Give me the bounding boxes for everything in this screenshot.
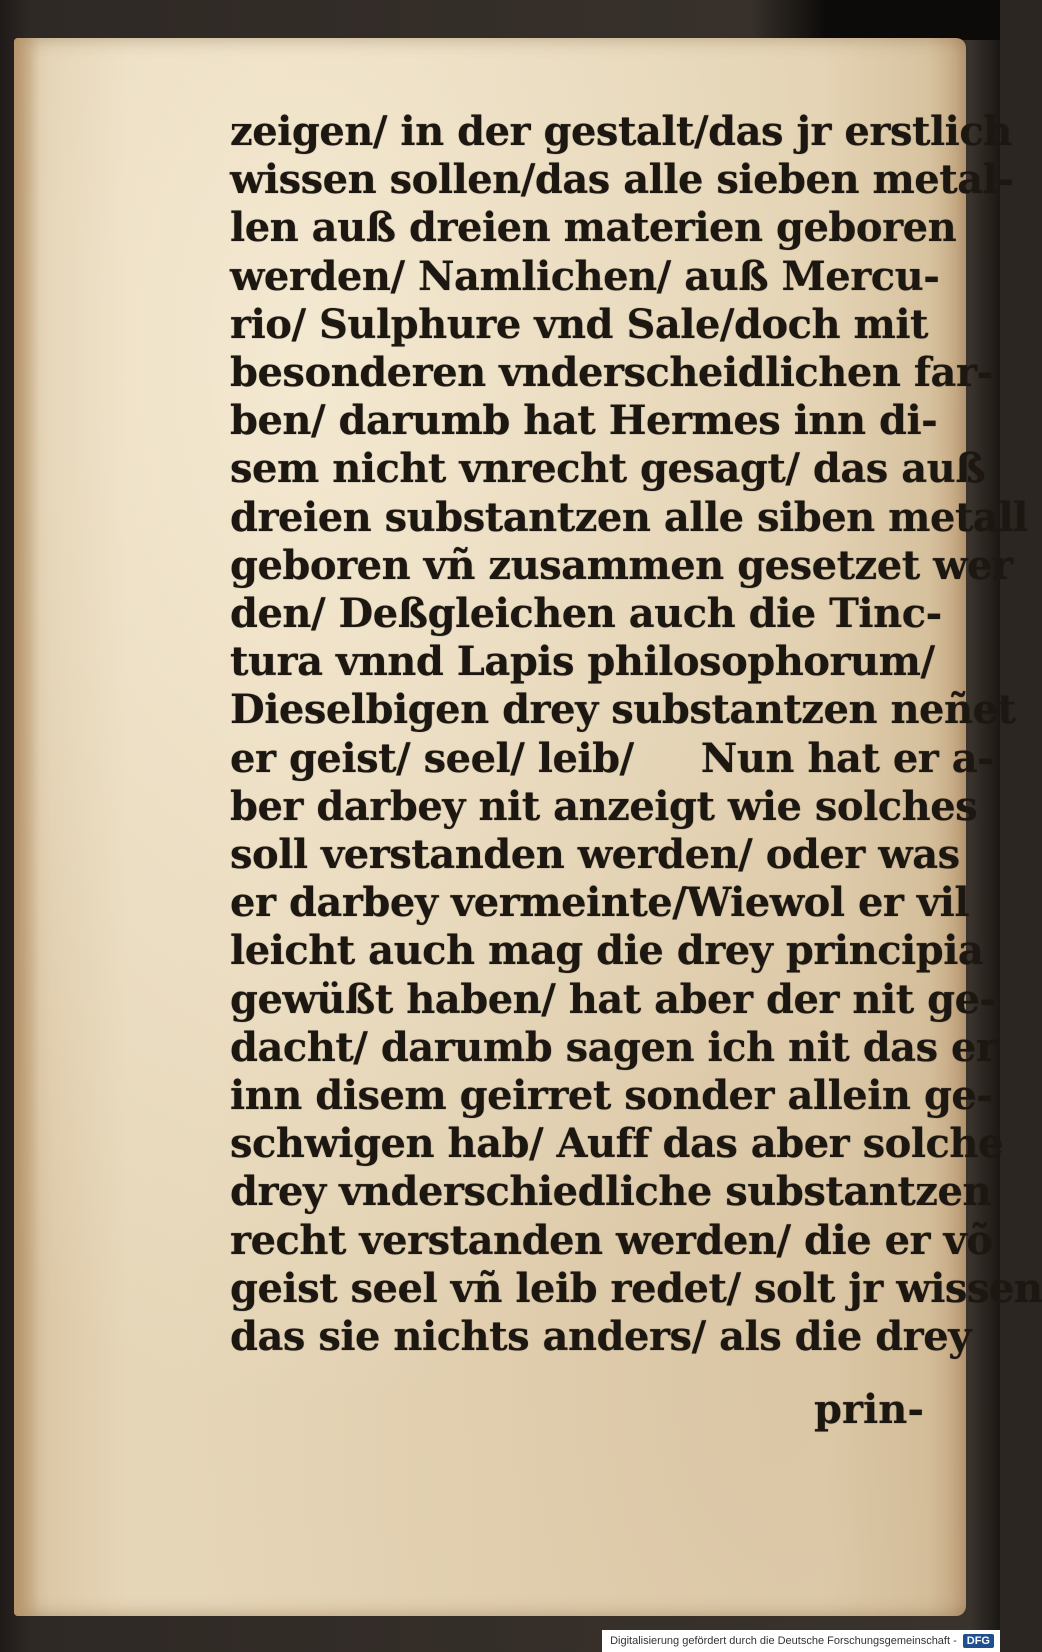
text-line: soll verstanden werden/ oder was [230,831,960,879]
text-line: leicht auch mag die drey principia [230,927,984,975]
text-line: inn disem geirret sonder allein ge- [230,1072,993,1120]
text-line: wissen sollen/das alle sieben metal- [230,156,1014,204]
text-line: rio/ Sulphure vnd Sale/doch mit [230,300,929,348]
text-line: zeigen/ in der gestalt/das jr erstlich [230,108,1012,155]
text-line: er geist/ seel/ leib/ Nun hat er a- [230,734,994,782]
text-line: werden/ Namlichen/ auß Mercu- [230,252,940,300]
text-line: besonderen vnderscheidlichen far- [230,349,993,397]
book-cover-edge [750,0,1000,40]
text-line: dacht/ darumb sagen ich nit das er [230,1023,997,1071]
text-line: den/ Deßgleichen auch die Tinc- [230,590,942,638]
text-line: ben/ darumb hat Hermes inn di- [230,397,938,445]
text-line: dreien substantzen alle siben metall [230,493,1028,541]
text-line: geboren vñ zusammen gesetzet wer [230,541,1013,589]
text-line: sem nicht vnrecht gesagt/ das auß [230,445,986,493]
dfg-logo-icon: DFG [963,1634,994,1648]
text-line: schwigen hab/ Auff das aber solche [230,1120,1003,1168]
text-line: drey vnderschiedliche substantzen [230,1168,992,1216]
funding-credit: Digitalisierung gefördert durch die Deutsche Forschungsgemeinschaft - [610,1635,957,1647]
page-gutter-shadow [14,38,40,1616]
text-line: Dieselbigen drey substantzen neñet [230,686,1016,734]
text-line: recht verstanden werden/ die er võ [230,1216,993,1264]
catchword: prin- [814,1386,924,1433]
text-line: ber darbey nit anzeigt wie solches [230,782,978,830]
text-line: das sie nichts anders/ als die drey [230,1313,971,1361]
text-line: er darbey vermeinte/Wiewol er vil [230,879,970,927]
page-text [230,108,1042,1361]
text-line: gewüßt haben/ hat aber der nit ge- [230,975,996,1023]
digitization-credit-bar [602,1630,1000,1652]
text-line: geist seel vñ leib redet/ solt jr wissen [230,1264,1042,1312]
text-line: tura vnnd Lapis philosophorum/ [230,638,935,686]
text-line: len auß dreien materien geboren [230,204,957,252]
book-page [14,38,1042,1616]
